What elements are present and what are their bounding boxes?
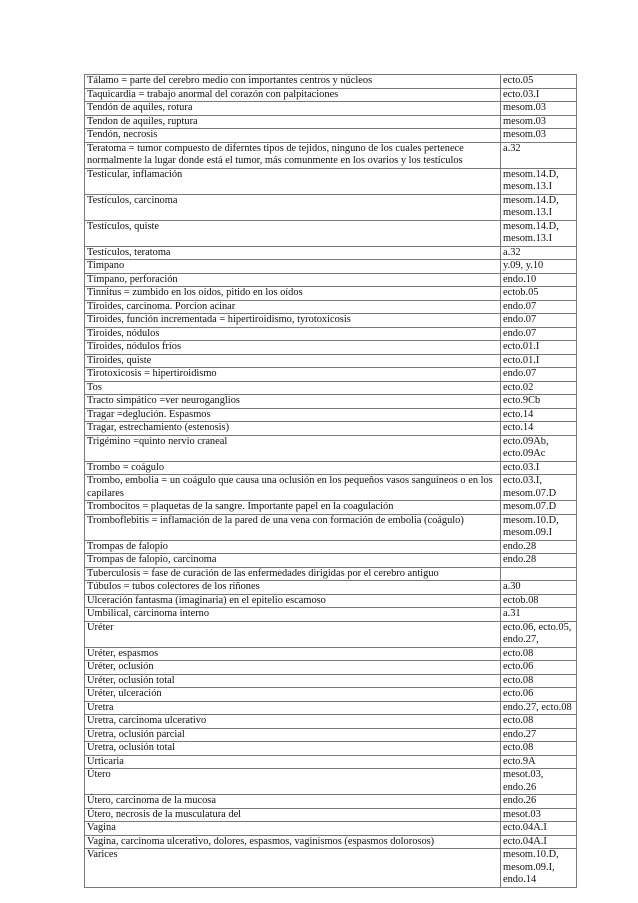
term-cell: Trigémino =quinto nervio craneal (85, 435, 501, 461)
code-cell: a.32 (501, 246, 577, 260)
code-cell: ecto.08 (501, 742, 577, 756)
code-cell: mesom.10.D, mesom.09.I, endo.14 (501, 849, 577, 888)
term-cell: Trombocitos = plaquetas de la sangre. Importante papel en la coagulación (85, 501, 501, 515)
term-cell: Uréter, espasmos (85, 647, 501, 661)
code-cell: a.32 (501, 142, 577, 168)
term-cell: Tuberculosis = fase de curación de las enfermedades dirigidas por el cerebro antiguo (85, 567, 501, 581)
table-row (85, 769, 577, 795)
table-row (85, 661, 577, 675)
code-cell: ecto.08 (501, 674, 577, 688)
table-row (85, 341, 577, 355)
term-cell: Tos (85, 381, 501, 395)
table-row (85, 674, 577, 688)
table-row (85, 822, 577, 836)
table-row (85, 381, 577, 395)
term-cell: Uretra, oclusión parcial (85, 728, 501, 742)
code-cell: ecto.08 (501, 647, 577, 661)
term-cell: Timpano (85, 260, 501, 274)
table-row (85, 540, 577, 554)
code-cell: mesot.03 (501, 808, 577, 822)
table-row (85, 422, 577, 436)
document-page (84, 74, 574, 888)
table-row (85, 435, 577, 461)
table-row (85, 273, 577, 287)
table-row (85, 608, 577, 622)
term-cell: Tímpano, perforación (85, 273, 501, 287)
term-cell: Túbulos = tubos colectores de los riñones (85, 581, 501, 595)
term-cell: Testicular, inflamación (85, 168, 501, 194)
table-row (85, 327, 577, 341)
table-row (85, 501, 577, 515)
table-row (85, 314, 577, 328)
term-cell: Tracto simpático =ver neuroganglios (85, 395, 501, 409)
table-row (85, 742, 577, 756)
table-row (85, 621, 577, 647)
code-cell: mesom.07.D (501, 501, 577, 515)
table-row (85, 88, 577, 102)
table-row (85, 688, 577, 702)
code-cell: ecto.04A.I (501, 822, 577, 836)
code-cell: ecto.09Ab, ecto.09Ac (501, 435, 577, 461)
code-cell: ecto.9A (501, 755, 577, 769)
code-cell: endo.07 (501, 300, 577, 314)
term-cell: Útero, necrosis de la musculatura del (85, 808, 501, 822)
table-row (85, 75, 577, 89)
term-cell: Tiroides, carcinoma. Porcion acinar (85, 300, 501, 314)
term-cell: Trombo, embolia = un coágulo que causa una oclusión en los pequeños vasos sanguíneos o en los capilares (85, 475, 501, 501)
term-cell: Uréter, oclusión total (85, 674, 501, 688)
term-cell: Tiroides, función incrementada = hipertiroidismo, tyrotoxicosis (85, 314, 501, 328)
code-cell: ecto.03.I (501, 461, 577, 475)
code-cell: mesom.14.D, mesom.13.I (501, 168, 577, 194)
term-cell: Ulceración fantasma (imaginaria) en el epitelio escamoso (85, 594, 501, 608)
term-cell: Testículos, teratoma (85, 246, 501, 260)
table-row (85, 594, 577, 608)
term-cell: Tiroides, quiste (85, 354, 501, 368)
code-cell: endo.07 (501, 314, 577, 328)
code-cell: mesom.14.D, mesom.13.I (501, 194, 577, 220)
code-cell: ecto.9Cb (501, 395, 577, 409)
code-cell: y.09, y.10 (501, 260, 577, 274)
table-row (85, 647, 577, 661)
code-cell: mesom.10.D, mesom.09.I (501, 514, 577, 540)
term-cell: Trompas de falopio, carcinoma (85, 554, 501, 568)
code-cell: a.31 (501, 608, 577, 622)
table-row (85, 168, 577, 194)
term-cell: Trompas de falopio (85, 540, 501, 554)
term-cell: Tálamo = parte del cerebro medio con importantes centros y núcleos (85, 75, 501, 89)
table-row (85, 808, 577, 822)
table-row (85, 849, 577, 888)
term-cell: Tragar =deglución. Espasmos (85, 408, 501, 422)
code-cell: ecto.06 (501, 688, 577, 702)
code-cell (501, 567, 577, 581)
code-cell: ecto.06 (501, 661, 577, 675)
table-row (85, 354, 577, 368)
term-cell: Tinnitus = zumbido en los oídos, pitido en los oídos (85, 287, 501, 301)
table-row (85, 115, 577, 129)
code-cell: ecto.03.I, mesom.07.D (501, 475, 577, 501)
table-row (85, 260, 577, 274)
code-cell: mesot.03, endo.26 (501, 769, 577, 795)
term-cell: Tendón, necrosis (85, 129, 501, 143)
code-cell: ecto.08 (501, 715, 577, 729)
table-row (85, 475, 577, 501)
code-cell: ectob.05 (501, 287, 577, 301)
term-cell: Tirotoxicosis = hipertiroidismo (85, 368, 501, 382)
table-row (85, 395, 577, 409)
code-cell: ectob.08 (501, 594, 577, 608)
term-cell: Testículos, quiste (85, 220, 501, 246)
table-row (85, 300, 577, 314)
table-row (85, 581, 577, 595)
code-cell: mesom.03 (501, 102, 577, 116)
table-row (85, 220, 577, 246)
code-cell: endo.10 (501, 273, 577, 287)
term-cell: Tragar, estrechamiento (estenosis) (85, 422, 501, 436)
term-cell: Vagina (85, 822, 501, 836)
term-cell: Tendón de aquiles, rotura (85, 102, 501, 116)
table-row (85, 795, 577, 809)
glossary-table (84, 74, 577, 888)
table-row (85, 701, 577, 715)
table-row (85, 514, 577, 540)
term-cell: Tiroides, nódulos fríos (85, 341, 501, 355)
term-cell: Urticaria (85, 755, 501, 769)
term-cell: Vagina, carcinoma ulcerativo, dolores, espasmos, vaginismos (espasmos dolorosos) (85, 835, 501, 849)
table-row (85, 194, 577, 220)
code-cell: endo.27, ecto.08 (501, 701, 577, 715)
table-row (85, 715, 577, 729)
term-cell: Uretra (85, 701, 501, 715)
term-cell: Uréter, oclusión (85, 661, 501, 675)
term-cell: Tromboflebitis = inflamación de la pared de una vena con formación de embolia (coágulo) (85, 514, 501, 540)
table-row (85, 368, 577, 382)
table-row (85, 102, 577, 116)
code-cell: ecto.04A.I (501, 835, 577, 849)
term-cell: Trombo = coágulo (85, 461, 501, 475)
code-cell: endo.07 (501, 368, 577, 382)
term-cell: Teratoma = tumor compuesto de diferntes tipos de tejidos, ninguno de los cuales pertenece normalmente la lugar donde está el tumor, más comunmente en los ovarios y los testículos (85, 142, 501, 168)
term-cell: Taquicardia = trabajo anormal del corazón con palpitaciones (85, 88, 501, 102)
term-cell: Uretra, oclusión total (85, 742, 501, 756)
table-row (85, 287, 577, 301)
table-row (85, 142, 577, 168)
code-cell: mesom.03 (501, 115, 577, 129)
term-cell: Tendon de aquiles, ruptura (85, 115, 501, 129)
term-cell: Uretra, carcinoma ulcerativo (85, 715, 501, 729)
code-cell: ecto.01.I (501, 341, 577, 355)
code-cell: mesom.14.D, mesom.13.I (501, 220, 577, 246)
code-cell: a.30 (501, 581, 577, 595)
term-cell: Uréter, ulceración (85, 688, 501, 702)
code-cell: ecto.14 (501, 422, 577, 436)
code-cell: endo.28 (501, 540, 577, 554)
table-row (85, 129, 577, 143)
term-cell: Varices (85, 849, 501, 888)
term-cell: Tiroides, nódulos (85, 327, 501, 341)
code-cell: ecto.01.I (501, 354, 577, 368)
table-row (85, 728, 577, 742)
code-cell: endo.27 (501, 728, 577, 742)
table-row (85, 835, 577, 849)
code-cell: ecto.05 (501, 75, 577, 89)
term-cell: Umbilical, carcinoma interno (85, 608, 501, 622)
term-cell: Testículos, carcinoma (85, 194, 501, 220)
code-cell: endo.26 (501, 795, 577, 809)
term-cell: Uréter (85, 621, 501, 647)
code-cell: ecto.02 (501, 381, 577, 395)
code-cell: mesom.03 (501, 129, 577, 143)
table-row (85, 567, 577, 581)
term-cell: Útero, carcinoma de la mucosa (85, 795, 501, 809)
code-cell: endo.28 (501, 554, 577, 568)
table-row (85, 461, 577, 475)
code-cell: ecto.14 (501, 408, 577, 422)
code-cell: ecto.03.I (501, 88, 577, 102)
table-row (85, 554, 577, 568)
table-row (85, 246, 577, 260)
table-row (85, 408, 577, 422)
table-row (85, 755, 577, 769)
code-cell: endo.07 (501, 327, 577, 341)
code-cell: ecto.06, ecto.05, endo.27, (501, 621, 577, 647)
term-cell: Útero (85, 769, 501, 795)
